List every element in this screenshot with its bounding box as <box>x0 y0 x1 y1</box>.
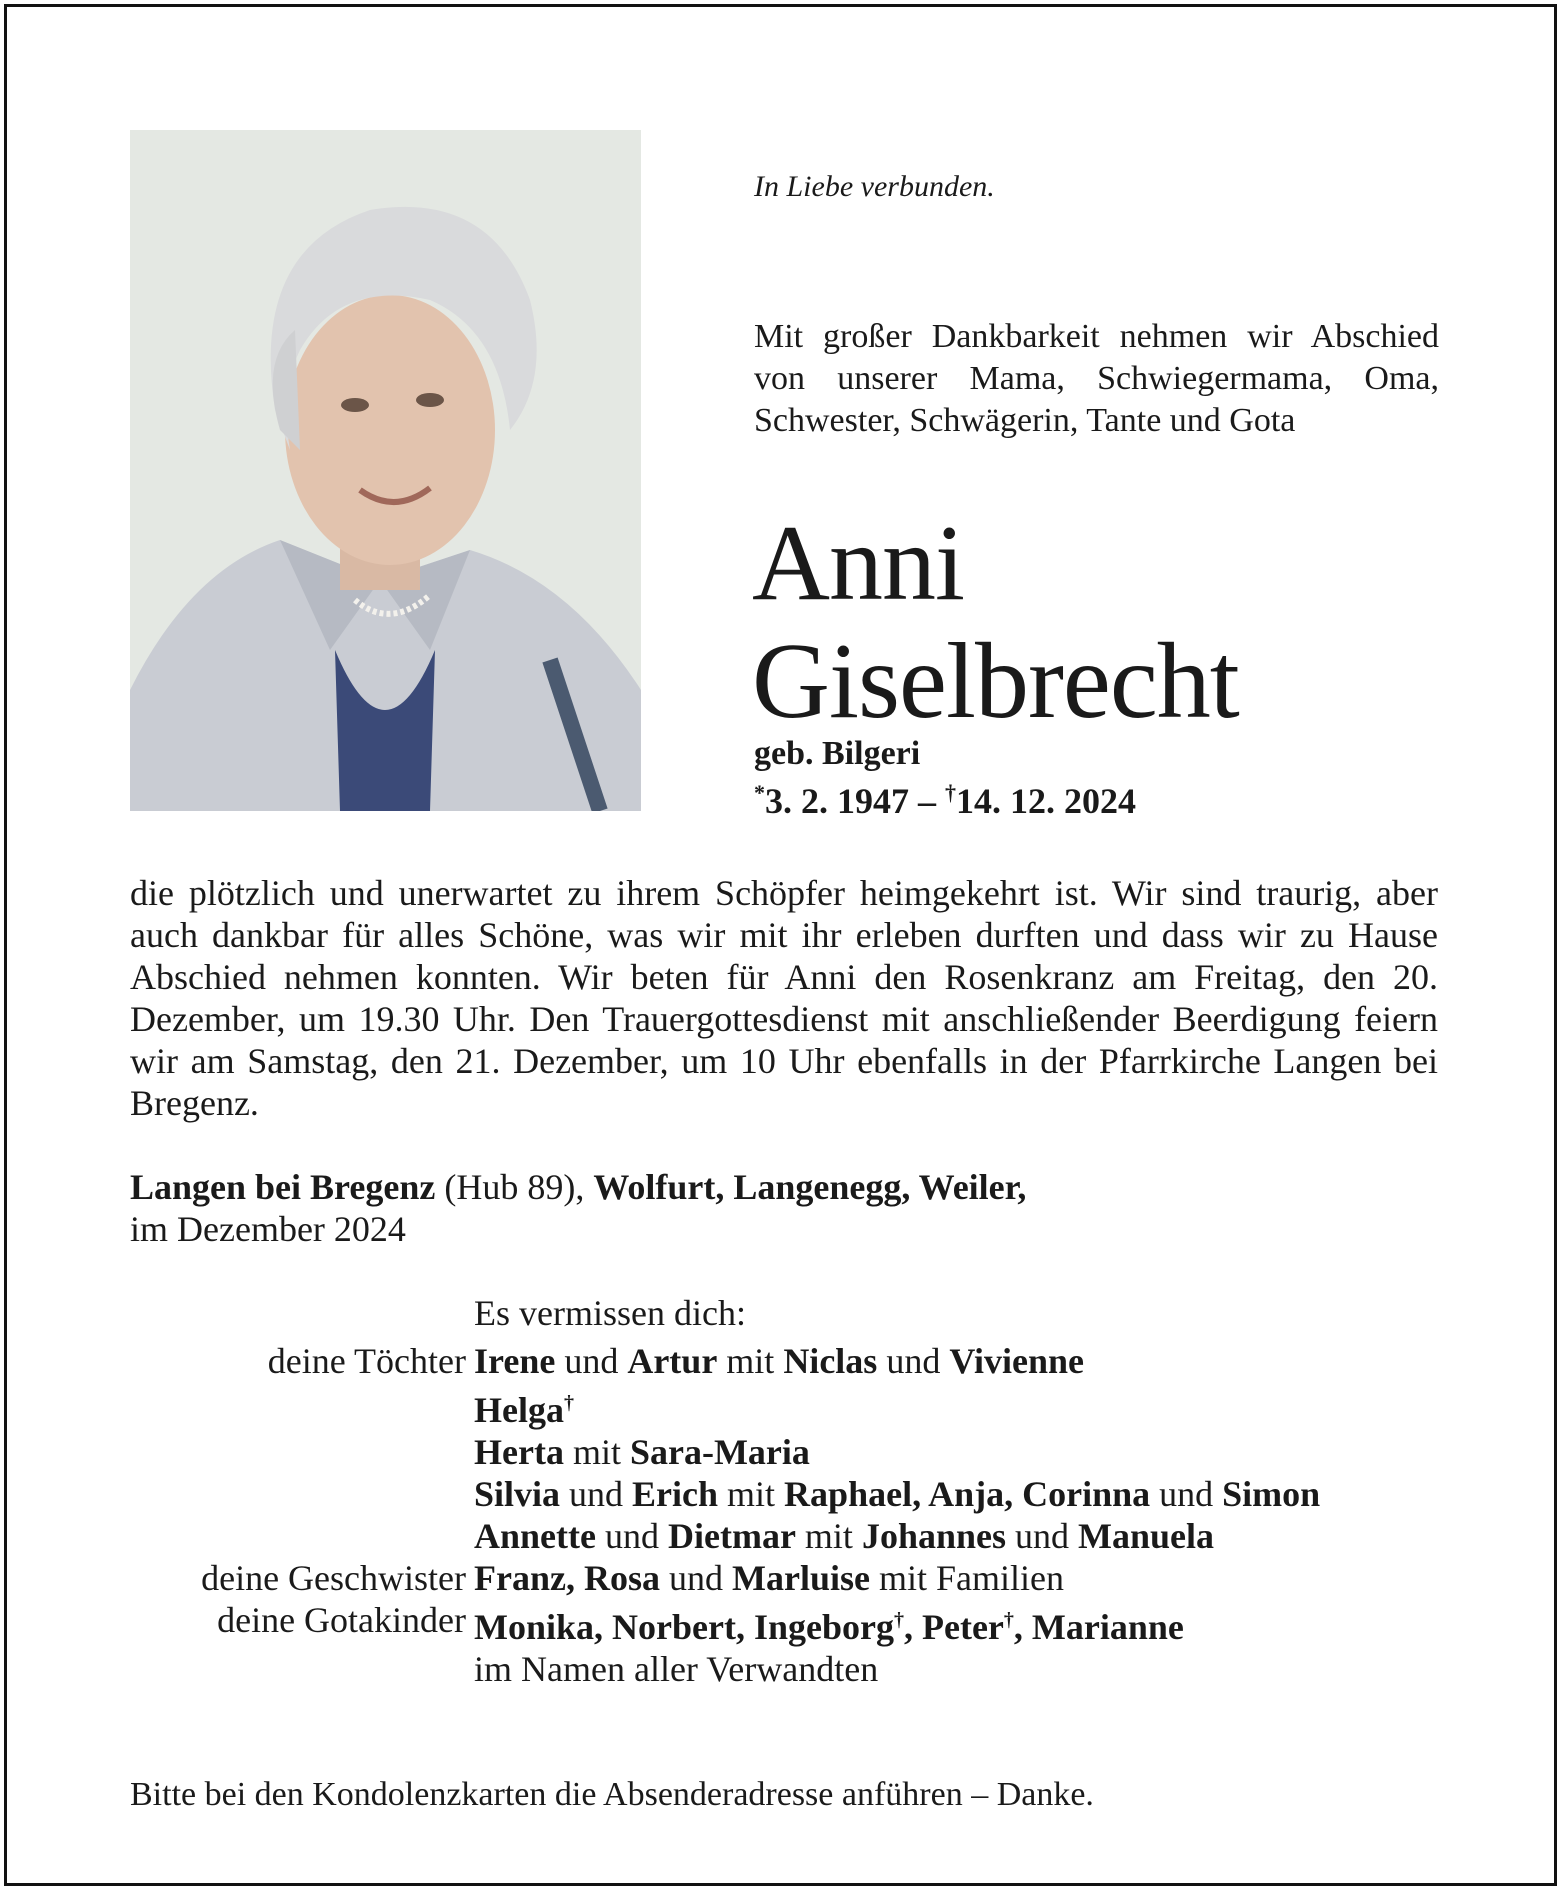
maiden-name: geb. Bilgeri <box>754 735 921 772</box>
name-sara-maria: Sara-Maria <box>629 1432 810 1472</box>
place-others: Wolfurt, Langenegg, Weiler, <box>593 1167 1027 1207</box>
conj: und <box>659 1558 732 1598</box>
name-marianne: , Marianne <box>1013 1607 1184 1647</box>
dagger-mark: † <box>563 1392 574 1414</box>
conj: und <box>595 1516 668 1556</box>
name-annette: Annette <box>474 1516 596 1556</box>
motto: In Liebe verbunden. <box>754 170 995 203</box>
name-silvia: Silvia <box>474 1474 561 1514</box>
date-separator: – <box>909 781 945 821</box>
family-row <box>100 1431 1320 1473</box>
place-date: im Dezember 2024 <box>130 1209 406 1249</box>
siblings-label: deine Geschwister <box>201 1558 466 1598</box>
mit-familien: mit Familien <box>869 1558 1064 1598</box>
daughters-label: deine Töchter <box>267 1341 466 1381</box>
name-manuela: Manuela <box>1078 1516 1215 1556</box>
name-marluise: Marluise <box>731 1558 870 1598</box>
body-text: die plötzlich und unerwartet zu ihrem Schöpfer heimgekehrt ist. Wir sind traurig, aber auch dankbar für alles Schöne, was wir mit ihr erleben durften und dass wir zu Hause Abschied nehmen konnten. Wir beten für Anni den Rosenkranz am Freitag, den 20. Dezember, um 19.30 Uhr. Den Trauergottesdienst mit anschließender Beerdigung feiern wir am Samstag, den 21. Dezember, um 10 Uhr ebenfalls in der Pfarrkirche Langen bei Bregenz. <box>130 873 1438 1123</box>
conj: und <box>1006 1516 1078 1556</box>
name-raphael-anja-corinna: Raphael, Anja, Corinna <box>784 1474 1151 1514</box>
name-irene: Irene <box>474 1341 556 1381</box>
last-name: Giselbrecht <box>752 622 1239 741</box>
name-peter: , Peter <box>903 1607 1004 1647</box>
conj: und <box>877 1341 950 1381</box>
conj: und <box>555 1341 628 1381</box>
family-row <box>100 1648 1320 1690</box>
place-address: (Hub 89), <box>435 1167 594 1207</box>
conj: und <box>560 1474 633 1514</box>
conj: mit <box>795 1516 862 1556</box>
family-row <box>100 1557 1320 1599</box>
death-mark: † <box>945 780 956 805</box>
family-row <box>100 1382 1320 1431</box>
family-row <box>100 1340 1320 1382</box>
family-row <box>100 1515 1320 1557</box>
name-vivienne: Vivienne <box>949 1341 1084 1381</box>
name-dietmar: Dietmar <box>667 1516 796 1556</box>
family-row <box>100 1599 1320 1648</box>
deceased-name <box>752 505 1239 741</box>
name-helga: Helga <box>474 1390 564 1430</box>
missed-heading: Es vermissen dich: <box>474 1293 746 1333</box>
conj: mit <box>718 1474 785 1514</box>
name-niclas: Niclas <box>783 1341 878 1381</box>
godchildren-label: deine Gotakinder <box>217 1600 466 1640</box>
name-artur: Artur <box>627 1341 718 1381</box>
death-date: 14. 12. 2024 <box>956 781 1136 821</box>
intro-text: Mit großer Dankbarkeit nehmen wir Abschied von unserer Mama, Schwiegermama, Oma, Schwester, Schwägerin, Tante und Gota <box>754 318 1439 439</box>
name-franz-rosa: Franz, Rosa <box>474 1558 660 1598</box>
dagger-mark: † <box>893 1609 904 1631</box>
conj: und <box>1150 1474 1223 1514</box>
birth-mark: * <box>754 780 765 805</box>
birth-date: 3. 2. 1947 <box>765 781 909 821</box>
life-dates <box>754 780 1136 822</box>
closing-line: im Namen aller Verwandten <box>474 1649 879 1689</box>
name-simon: Simon <box>1222 1474 1321 1514</box>
name-erich: Erich <box>632 1474 719 1514</box>
portrait-photo <box>130 130 641 811</box>
family-row <box>100 1473 1320 1515</box>
portrait-illustration <box>130 130 641 811</box>
name-monika-norbert-ingeborg: Monika, Norbert, Ingeborg <box>474 1607 894 1647</box>
conj: mit <box>717 1341 784 1381</box>
place-line <box>130 1166 1026 1250</box>
name-johannes: Johannes <box>861 1516 1006 1556</box>
family-list <box>100 1340 1320 1690</box>
dagger-mark: † <box>1003 1609 1014 1631</box>
place-town: Langen bei Bregenz <box>130 1167 436 1207</box>
footer-note: Bitte bei den Kondolenzkarten die Absenderadresse anführen – Danke. <box>130 1776 1094 1813</box>
conj: mit <box>563 1432 630 1472</box>
name-herta: Herta <box>474 1432 564 1472</box>
first-name: Anni <box>752 504 964 623</box>
